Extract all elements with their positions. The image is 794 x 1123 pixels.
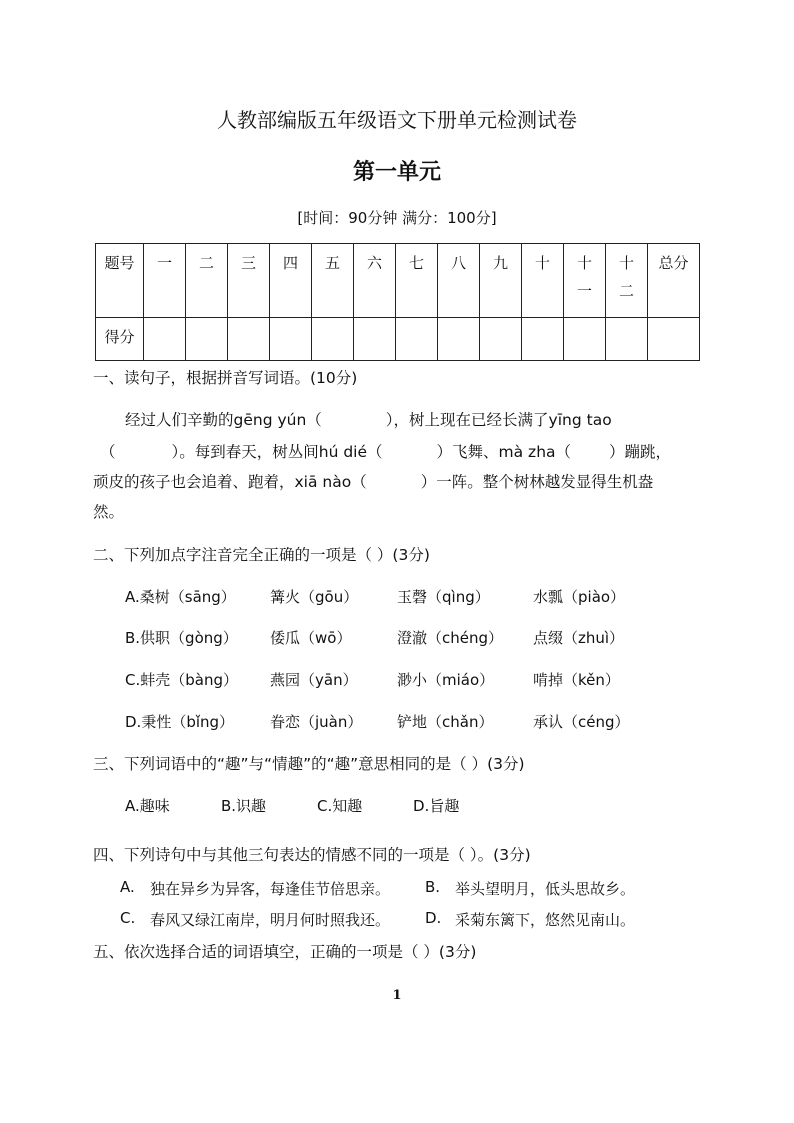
score-cell[interactable] [186, 318, 228, 361]
q2-option-a-2: 篝火（gōu） [270, 588, 359, 606]
q3-heading: 三、下列词语中的“趣”与“情趣”的“趣”意思相同的是（ ）(3分) [93, 755, 525, 773]
q3-option-a[interactable]: A.趣味 [125, 797, 170, 815]
q1-heading: 一、读句子，根据拼音写词语。(10分) [93, 369, 358, 387]
q4-option-a-letter[interactable]: A. [120, 878, 135, 896]
q5-heading: 五、依次选择合适的词语填空，正确的一项是（ ）(3分) [93, 943, 477, 961]
score-cell[interactable] [606, 318, 648, 361]
score-cell[interactable] [564, 318, 606, 361]
score-cell[interactable] [228, 318, 270, 361]
q2-option-a-3: 玉磬（qìng） [397, 588, 490, 606]
cell-q3: 三 [228, 244, 270, 318]
cell-total: 总分 [648, 244, 700, 318]
cell-q11: 十 一 [564, 244, 606, 318]
q1-line1-b: ），树上现在已经长满了yīng tao [385, 411, 612, 429]
q4-option-a-text: 独在异乡为异客，每逢佳节倍思亲。 [150, 880, 391, 898]
score-table-header-row [96, 244, 700, 318]
cell-q7: 七 [396, 244, 438, 318]
score-table [95, 243, 700, 361]
q2-option-a-4: 水瓢（piào） [533, 588, 626, 606]
cell-q6: 六 [354, 244, 396, 318]
q1-line3 [93, 470, 653, 492]
q2-option-d-2: 眷恋（juàn） [270, 713, 363, 731]
cell-q5: 五 [312, 244, 354, 318]
q2-option-b-3: 澄澈（chéng） [397, 629, 504, 647]
score-cell[interactable] [480, 318, 522, 361]
time-info: [时间：90分钟 满分：100分] [297, 209, 497, 227]
score-cell[interactable] [522, 318, 564, 361]
cell-q9: 九 [480, 244, 522, 318]
q1-line3-b: ）一阵。整个树林越发显得生机盎 [420, 473, 654, 491]
q2-option-c-3: 渺小（miáo） [397, 671, 495, 689]
q1-line1-a: 经过人们辛勤的gēng yún（ [125, 411, 322, 429]
q2-option-a-1[interactable]: A.桑树（sāng） [125, 588, 236, 606]
q1-line2-a: （ [100, 443, 116, 461]
cell-q8: 八 [438, 244, 480, 318]
q1-line3-a: 顽皮的孩子也会追着、跑着，xiā nào（ [93, 473, 367, 491]
cell-q2: 二 [186, 244, 228, 318]
q1-line2-c: ）飞舞、mà zha（ [436, 443, 572, 461]
q3-option-c[interactable]: C.知趣 [317, 797, 363, 815]
q2-option-d-3: 铲地（chǎn） [397, 713, 494, 731]
q3-option-d[interactable]: D.旨趣 [413, 797, 460, 815]
score-cell[interactable] [396, 318, 438, 361]
q4-option-c-letter[interactable]: C. [120, 909, 136, 927]
cell-q1: 一 [144, 244, 186, 318]
score-cell[interactable] [648, 318, 700, 361]
q1-line4: 然。 [93, 503, 125, 521]
q2-option-b-4: 点缀（zhuì） [533, 629, 625, 647]
q4-option-c-text: 春风又绿江南岸，明月何时照我还。 [150, 911, 391, 929]
q1-line2 [100, 440, 671, 462]
cell-q12: 十 二 [606, 244, 648, 318]
score-cell[interactable] [144, 318, 186, 361]
cell-q4: 四 [270, 244, 312, 318]
score-cell[interactable] [438, 318, 480, 361]
cell-question-no: 题号 [96, 244, 144, 318]
score-cell[interactable] [312, 318, 354, 361]
q4-option-d-letter[interactable]: D. [425, 909, 442, 927]
q4-option-d-text: 采菊东篱下，悠然见南山。 [455, 911, 636, 929]
cell-q10: 十 [522, 244, 564, 318]
q4-option-b-text: 举头望明月，低头思故乡。 [455, 880, 636, 898]
q2-option-d-4: 承认（céng） [533, 713, 630, 731]
q1-line2-d: ）蹦跳， [609, 443, 672, 461]
q2-option-b-1[interactable]: B.供职（gòng） [125, 629, 238, 647]
q4-heading: 四、下列诗句中与其他三句表达的情感不同的一项是（ ）。(3分) [93, 846, 531, 864]
q2-heading: 二、下列加点字注音完全正确的一项是（ ）(3分) [93, 546, 430, 564]
q4-option-b-letter[interactable]: B. [425, 878, 441, 896]
score-table-score-row [96, 318, 700, 361]
q1-line2-b: ）。每到春天，树丛间hú dié（ [171, 443, 383, 461]
unit-title: 第一单元 [352, 159, 441, 185]
q2-option-d-1[interactable]: D.秉性（bǐng） [125, 713, 235, 731]
q1-line1 [125, 408, 612, 430]
q2-option-c-1[interactable]: C.蚌壳（bàng） [125, 671, 238, 689]
q2-option-c-2: 燕园（yān） [270, 671, 358, 689]
q2-option-c-4: 啃掉（kěn） [533, 671, 620, 689]
q2-option-b-2: 倭瓜（wō） [270, 629, 352, 647]
exam-title: 人教部编版五年级语文下册单元检测试卷 [217, 108, 577, 132]
score-cell[interactable] [354, 318, 396, 361]
q3-option-b[interactable]: B.识趣 [221, 797, 267, 815]
cell-score-label: 得分 [96, 318, 144, 361]
page-number: 1 [392, 988, 402, 1003]
score-cell[interactable] [270, 318, 312, 361]
